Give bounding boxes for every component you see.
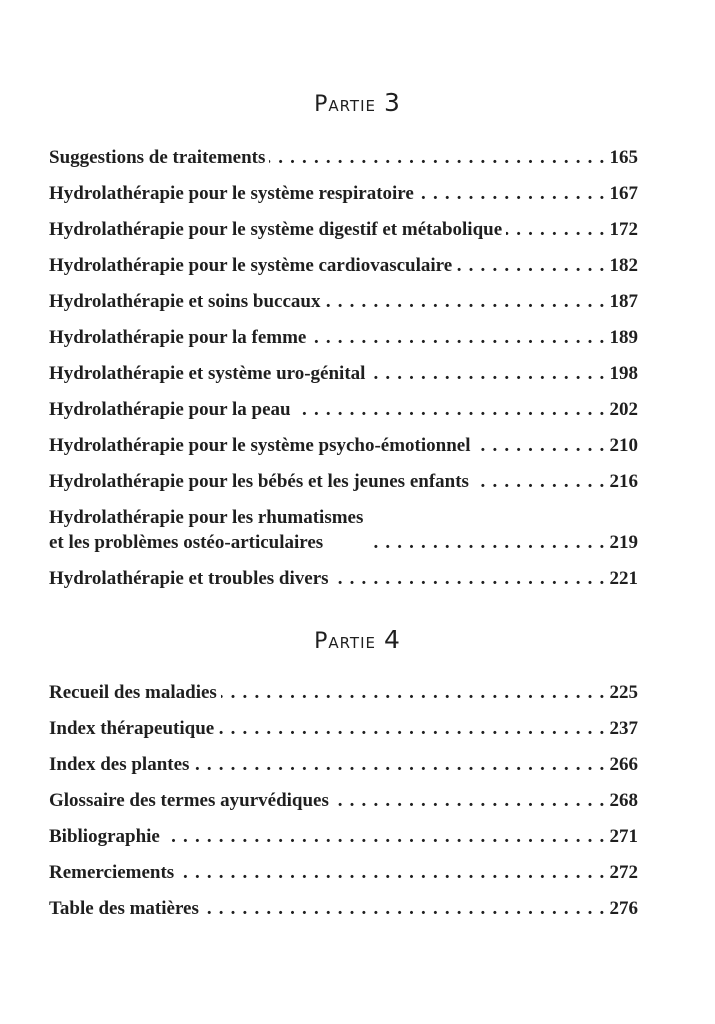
toc-entry <box>49 289 638 314</box>
toc-entry <box>49 752 638 777</box>
toc-page-number: 167 <box>609 183 638 204</box>
toc-dot-leader <box>310 325 605 350</box>
toc-dot-leader <box>456 253 605 278</box>
toc-page-number: 272 <box>609 862 638 883</box>
toc-dot-leader <box>333 566 606 591</box>
toc-entry-title: Hydrolathérapie pour le système digestif et métabolique <box>49 219 503 240</box>
toc-dot-leader <box>333 788 606 813</box>
part-4-heading <box>0 625 715 654</box>
toc-page-number: 198 <box>609 363 638 384</box>
toc-entry-title: Hydrolathérapie pour la femme <box>49 327 307 348</box>
toc-entry-title: Remerciements <box>49 862 175 883</box>
toc-entry <box>49 469 638 494</box>
toc-page-number: 276 <box>609 898 638 919</box>
toc-dot-leader <box>367 530 605 555</box>
toc-page-number: 210 <box>609 435 638 456</box>
part-3-heading <box>0 88 715 117</box>
toc-entry <box>49 896 638 921</box>
toc-entry-title: Hydrolathérapie pour le système cardiovasculaire <box>49 255 453 276</box>
toc-dot-leader <box>369 361 605 386</box>
toc-entry <box>49 181 638 206</box>
toc-entry-title: Suggestions de traitements <box>49 147 266 168</box>
toc-entry <box>49 680 638 705</box>
toc-entry-title-wrap <box>49 824 160 849</box>
toc-dot-leader <box>218 716 605 741</box>
toc-page-number: 271 <box>609 826 638 847</box>
toc-entry-title-line2: et les problèmes ostéo-articulaires <box>49 532 324 553</box>
toc-entry <box>49 145 638 170</box>
toc-entry-title: Table des matières <box>49 898 199 919</box>
toc-dot-leader <box>295 397 606 422</box>
toc-entry-title-wrap <box>49 325 306 350</box>
toc-page-number: 219 <box>609 532 638 553</box>
toc-entry-title-wrap <box>49 716 214 741</box>
toc-page-number: 225 <box>609 682 638 703</box>
toc-entry <box>49 860 638 885</box>
toc-page-number: 172 <box>609 219 638 240</box>
toc-page-number: 187 <box>609 291 638 312</box>
toc-entry <box>49 325 638 350</box>
toc-entry-title-wrap <box>49 752 189 777</box>
part-4-number: 4 <box>384 625 401 654</box>
part-3-number: 3 <box>384 88 401 117</box>
part-4-label: Partie <box>314 629 377 654</box>
part-3-toc-list <box>49 145 638 602</box>
toc-entry-title-wrap <box>49 181 414 206</box>
toc-entry-title: Index thérapeutique <box>49 718 215 739</box>
toc-entry <box>49 716 638 741</box>
toc-dot-leader <box>178 860 605 885</box>
toc-entry <box>49 217 638 242</box>
toc-page-number: 189 <box>609 327 638 348</box>
toc-entry-title: Recueil des maladies <box>49 682 217 703</box>
toc-dot-leader <box>203 896 606 921</box>
toc-page-number: 221 <box>609 568 638 589</box>
toc-entry <box>49 505 638 555</box>
toc-entry-title: Glossaire des termes ayurvédiques <box>49 790 329 811</box>
toc-entry <box>49 361 638 386</box>
toc-entry-title-wrap <box>49 289 320 314</box>
toc-entry-title-wrap <box>49 361 365 386</box>
toc-entry <box>49 824 638 849</box>
toc-dot-leader <box>193 752 605 777</box>
toc-entry-title-wrap <box>49 145 265 170</box>
toc-dot-leader <box>269 145 605 170</box>
toc-entry-title: Hydrolathérapie et système uro-génital <box>49 363 366 384</box>
toc-page-number: 216 <box>609 471 638 492</box>
toc-entry <box>49 566 638 591</box>
toc-dot-leader <box>473 469 606 494</box>
toc-entry-title-wrap <box>49 217 502 242</box>
toc-entry <box>49 788 638 813</box>
toc-entry-title: Index des plantes <box>49 754 190 775</box>
toc-entry-title-wrap <box>49 505 363 555</box>
part-4-toc-list <box>49 680 638 932</box>
toc-entry-title-wrap <box>49 566 329 591</box>
toc-page-number: 237 <box>609 718 638 739</box>
toc-dot-leader <box>475 433 606 458</box>
toc-entry <box>49 253 638 278</box>
part-3-label: Partie <box>314 92 377 117</box>
toc-entry-title: Hydrolathérapie pour le système respiratoire <box>49 183 414 204</box>
toc-dot-leader <box>418 181 606 206</box>
toc-entry-title-wrap <box>49 896 199 921</box>
toc-entry-title: Hydrolathérapie et troubles divers <box>49 568 329 589</box>
toc-dot-leader <box>506 217 605 242</box>
toc-entry-title-wrap <box>49 860 174 885</box>
toc-dot-leader <box>324 289 605 314</box>
toc-entry-title: Hydrolathérapie pour les rhumatismes <box>49 507 364 528</box>
toc-entry-title-wrap <box>49 397 291 422</box>
toc-page-number: 202 <box>609 399 638 420</box>
toc-entry-title-wrap <box>49 469 469 494</box>
toc-page-number: 165 <box>609 147 638 168</box>
toc-entry <box>49 433 638 458</box>
toc-entry-title-wrap <box>49 253 452 278</box>
toc-page-number: 182 <box>609 255 638 276</box>
toc-entry-title: Hydrolathérapie pour les bébés et les jeunes enfants <box>49 471 469 492</box>
toc-entry-title: Bibliographie <box>49 826 160 847</box>
toc-dot-leader <box>164 824 606 849</box>
toc-entry <box>49 397 638 422</box>
toc-page-number: 268 <box>609 790 638 811</box>
toc-entry-title: Hydrolathérapie et soins buccaux <box>49 291 321 312</box>
toc-entry-title-wrap <box>49 433 471 458</box>
toc-entry-title: Hydrolathérapie pour la peau <box>49 399 291 420</box>
toc-entry-title: Hydrolathérapie pour le système psycho-émotionnel <box>49 435 471 456</box>
toc-entry-title-wrap <box>49 788 329 813</box>
toc-page-number: 266 <box>609 754 638 775</box>
toc-entry-title-wrap <box>49 680 217 705</box>
toc-dot-leader <box>221 680 606 705</box>
